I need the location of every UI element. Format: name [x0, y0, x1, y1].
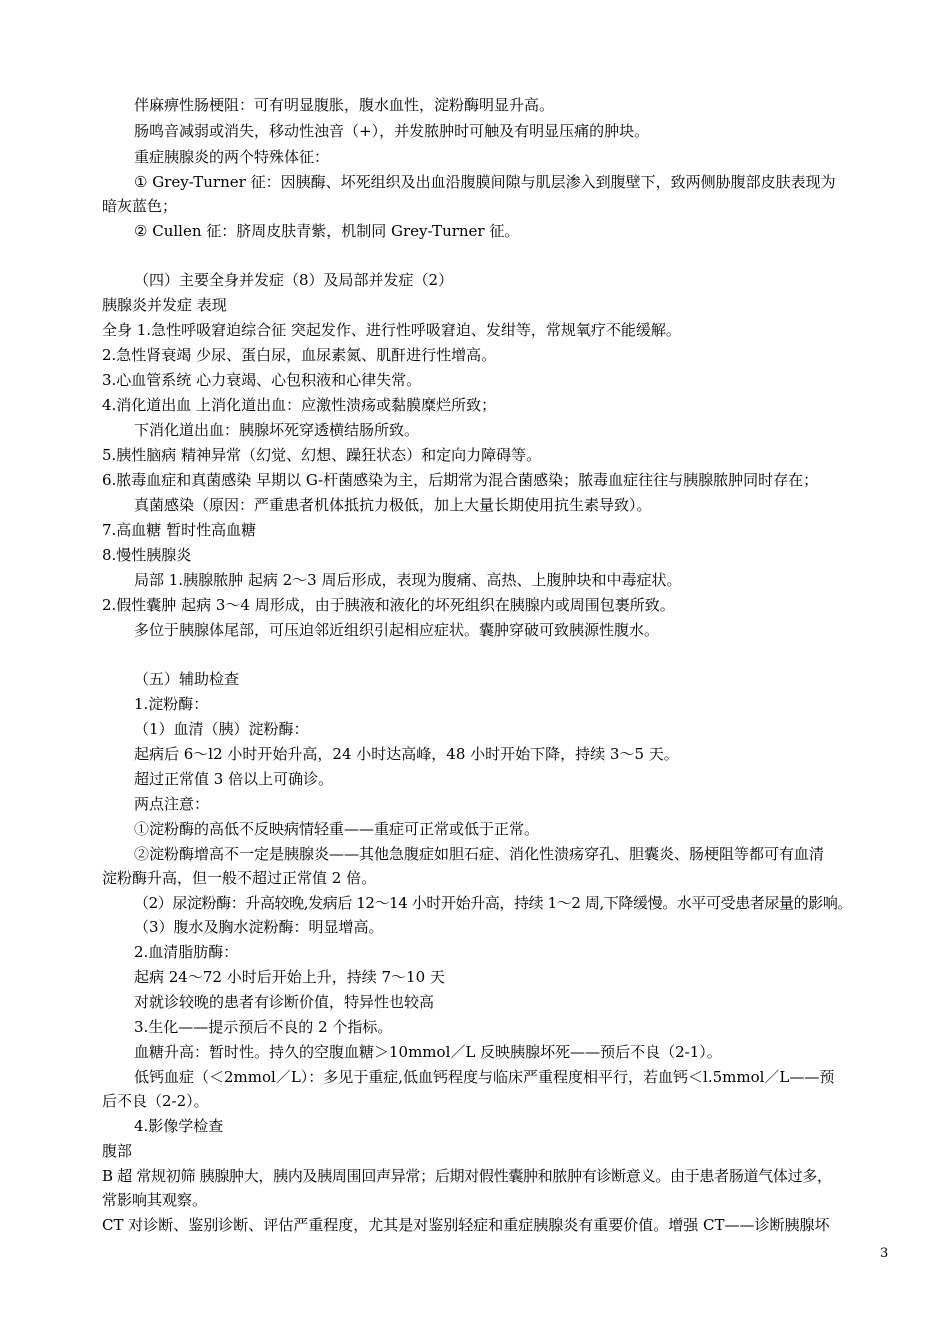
- text-line: 起病后 6～l2 小时开始升高，24 小时达高峰，48 小时开始下降，持续 3～5 天。: [134, 745, 679, 763]
- text-line: 超过正常值 3 倍以上可确诊。: [134, 770, 334, 788]
- text-line: 下消化道出血：胰腺坏死穿透横结肠所致。: [134, 421, 420, 439]
- text-line: 2.急性肾衰竭 少尿、蛋白尿，血尿素氮、肌酐进行性增高。: [102, 346, 497, 364]
- text-line: 暗灰蓝色；: [102, 197, 178, 215]
- text-line: 后不良（2-2）。: [102, 1092, 209, 1110]
- text-line: 常影响其观察。: [102, 1191, 208, 1209]
- text-line: 伴麻痹性肠梗阻：可有明显腹胀，腹水血性，淀粉酶明显升高。: [134, 96, 555, 114]
- text-line: 重症胰腺炎的两个特殊体征：: [134, 148, 330, 166]
- text-line: 8.慢性胰腺炎: [102, 546, 192, 564]
- text-line: 对就诊较晚的患者有诊断价值，特异性也较高: [134, 993, 435, 1011]
- text-line: 3.生化——提示预后不良的 2 个指标。: [134, 1018, 393, 1036]
- text-line: 局部 1.胰腺脓肿 起病 2～3 周后形成，表现为腹痛、高热、上腹肿块和中毒症状。: [134, 571, 682, 589]
- text-line: 起病 24～72 小时后开始上升，持续 7～10 天: [134, 968, 445, 986]
- text-line: 肠鸣音减弱或消失，移动性浊音（+），并发脓肿时可触及有明显压痛的肿块。: [134, 122, 650, 140]
- text-line: 胰腺炎并发症 表现: [102, 296, 227, 314]
- text-line: 2.血清脂肪酶：: [134, 943, 239, 961]
- text-line: 5.胰性脑病 精神异常（幻觉、幻想、躁狂状态）和定向力障碍等。: [102, 446, 542, 464]
- text-line: 7.高血糖 暂时性高血糖: [102, 521, 257, 539]
- text-line: ② Cullen 征：脐周皮肤青紫，机制同 Grey-Turner 征。: [134, 222, 520, 240]
- text-line: （2）尿淀粉酶：升高较晚,发病后 12～14 小时开始升高，持续 1～2 周,下降缓慢。水平可受患者尿量的影响。: [134, 894, 853, 912]
- section-heading: （五）辅助检查: [134, 670, 240, 688]
- text-line: 低钙血症（＜2mmol／L）：多见于重症,低血钙程度与临床严重程度相平行，若血钙＜l.5mmol／L——预: [134, 1068, 835, 1086]
- text-line: 多位于胰腺体尾部，可压迫邻近组织引起相应症状。囊肿穿破可致胰源性腹水。: [134, 621, 660, 639]
- text-line: CT 对诊断、鉴别诊断、评估严重程度，尤其是对鉴别轻症和重症胰腺炎有重要价值。增强 CT——诊断胰腺坏: [102, 1216, 830, 1234]
- text-line: ①淀粉酶的高低不反映病情轻重——重症可正常或低于正常。: [134, 820, 540, 838]
- text-line: （3）腹水及胸水淀粉酶：明显增高。: [134, 918, 384, 936]
- page-number: 3: [880, 1246, 889, 1261]
- text-line: 全身 1.急性呼吸窘迫综合征 突起发作、进行性呼吸窘迫、发绀等，常规氧疗不能缓解。: [102, 321, 681, 339]
- text-line: 两点注意：: [134, 795, 210, 813]
- text-line: B 超 常规初筛 胰腺肿大，胰内及胰周围回声异常；后期对假性囊肿和脓肿有诊断意义。由于患者肠道气体过多，: [102, 1167, 832, 1185]
- text-line: 真菌感染（原因：严重患者机体抵抗力极低，加上大量长期使用抗生素导致）。: [134, 496, 652, 514]
- text-line: 腹部: [102, 1142, 133, 1160]
- text-line: ① Grey-Turner 征：因胰酶、坏死组织及出血沿腹膜间隙与肌层渗入到腹壁下，致两侧胁腹部皮肤表现为: [134, 173, 836, 191]
- text-line: 4.消化道出血 上消化道出血：应激性溃疡或黏膜糜烂所致；: [102, 396, 497, 414]
- text-line: 1.淀粉酶：: [134, 695, 209, 713]
- text-line: 4.影像学检查: [134, 1117, 224, 1135]
- text-line: ②淀粉酶增高不一定是胰腺炎——其他急腹症如胆石症、消化性溃疡穿孔、胆囊炎、肠梗阻等都可有血清: [134, 845, 825, 863]
- section-heading: （四）主要全身并发症（8）及局部并发症（2）: [134, 271, 454, 289]
- text-line: （1）血清（胰）淀粉酶：: [134, 720, 309, 738]
- text-line: 血糖升高：暂时性。持久的空腹血糖＞10mmol／L 反映胰腺坏死——预后不良（2-1）。: [134, 1043, 722, 1061]
- text-line: 2.假性囊肿 起病 3～4 周形成，由于胰液和液化的坏死组织在胰腺内或周围包裹所致。: [102, 596, 675, 614]
- text-line: 3.心血管系统 心力衰竭、心包积液和心律失常。: [102, 371, 422, 389]
- text-line: 淀粉酶升高，但一般不超过正常值 2 倍。: [102, 869, 377, 887]
- text-line: 6.脓毒血症和真菌感染 早期以 G-杆菌感染为主，后期常为混合菌感染；脓毒血症往往与胰腺脓肿同时存在；: [102, 471, 819, 489]
